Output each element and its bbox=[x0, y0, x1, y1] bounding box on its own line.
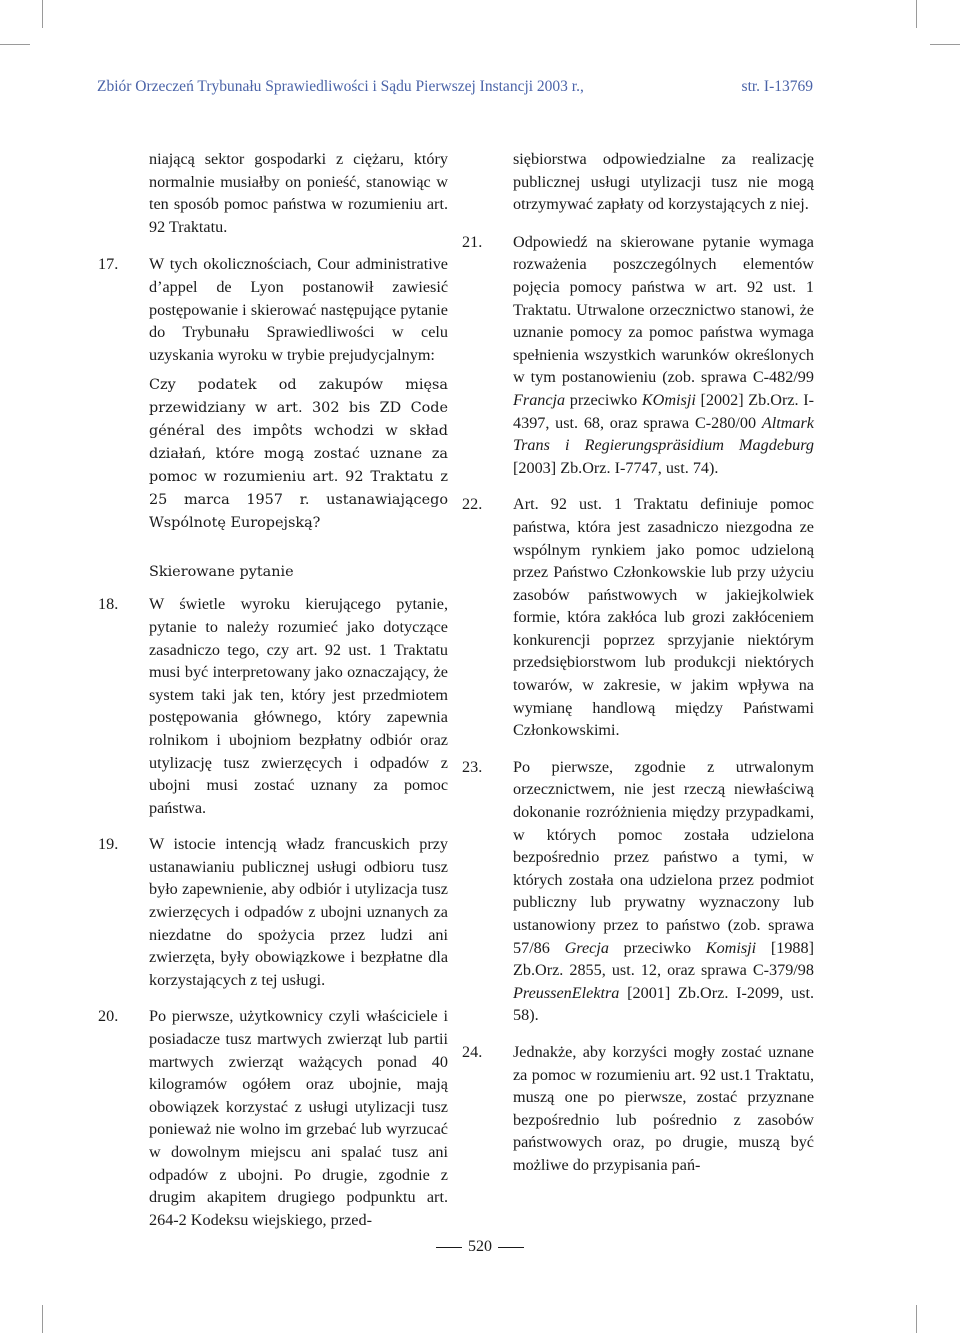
text-run: [1988] Zb.Orz. 2855, ust. 12, oraz sprawa C-379/98 bbox=[513, 938, 814, 980]
left-column bbox=[98, 148, 448, 1245]
paragraph-number: 17. bbox=[98, 255, 119, 274]
paragraph-text: Art. 92 ust. 1 Traktatu definiuje pomoc państwa, która jest zasadniczo niezgodna ze wspólnym rynkiem jako pomoc udzieloną przez Państwo Członkowskie lub przy użyciu zasobów państwowych w jakiejkolwiek formie, która zakłóca lub grozi zakłóceniem konkurencji poprzez sprzyjanie niektórym przedsiębiorstwom lub produkcji niektórych towarów, w zakresie, w jakim wpływa na wymianę handlową między Państwami Członkowskimi. bbox=[513, 495, 814, 740]
paragraph-text bbox=[513, 231, 814, 480]
paragraph-text: Po pierwsze, użytkownicy czyli właściciele i posiadacze tusz martwych zwierząt lub partii martwych zwierząt ważących ponad 40 kilogramów ogółem oraz ubojnie, mają obowiązek korzystać z usługi utylizacji tusz ponieważ nie wolno im grzebać lub wyrzucać w dowolnym miejscu ani spalać tusz ani odpadów z ubojni. Po drugie, zgodnie z drugim akapitem drugiego podpunktu art. 264-2 Kodeksu wiejskiego, przed- bbox=[149, 1007, 448, 1229]
text-run: Po pierwsze, zgodnie z utrwalonym orzecznictwem, nie jest rzeczą niewłaściwą dokonanie rozróżnienia między przypadkami, w których pomoc została udzielona bezpośrednio przez państwo a tymi, w których została ona udzielona przez podmiot publiczny lub prywatny wyznaczony lub ustanowiony przez to państwo (zob. sprawa 57/86 bbox=[513, 757, 814, 957]
paragraph-24 bbox=[462, 1041, 814, 1177]
case-party: KOmisji bbox=[641, 390, 696, 409]
header-page-ref: str. I-13769 bbox=[741, 78, 813, 95]
paragraph-17 bbox=[98, 253, 448, 366]
preliminary-question-quote: Czy podatek od zakupów mięsa przewidziany w art. 302 bis ZD Code général des impôts wchodzi w skład działań, które mogą zostać uznane za pomoc w rozumieniu art. 92 Traktatu z 25 marca 1957 r. ustanawiającego Wspólnotę Europejską? bbox=[149, 377, 448, 532]
right-column bbox=[462, 148, 814, 1191]
text-run: [2002] Zb.Orz. I-4397, ust. 68, oraz sprawa C-280/00 bbox=[513, 390, 815, 432]
header-title: Zbiór Orzeczeń Trybunału Sprawiedliwości i Sądu Pierwszej Instancji 2003 r., bbox=[97, 78, 584, 95]
paragraph-23 bbox=[462, 756, 814, 1027]
paragraph-number: 23. bbox=[462, 757, 483, 776]
footer-dash bbox=[498, 1247, 524, 1248]
section-heading: Skierowane pytanie bbox=[149, 564, 294, 581]
paragraph-number: 21. bbox=[462, 232, 483, 251]
case-party: Komisji bbox=[705, 938, 757, 957]
paragraph-20 bbox=[98, 1005, 448, 1231]
footer-dash bbox=[436, 1247, 462, 1248]
text-run: [2001] Zb.Orz. I-2099, ust. 58). bbox=[513, 983, 814, 1025]
text-run: [2003] Zb.Orz. I-7747, ust. 74). bbox=[513, 458, 719, 477]
text-run: Odpowiedź na skierowane pytanie wymaga rozważenia poszczególnych elementów pojęcia pomocy państwa w art. 92 ust. 1 Traktatu. Utrwalone orzecznictwo stanowi, że uznanie pomocy za pomoc państwa wymaga spełnienia wszystkich warunków określonych w tym postanowieniu (zob. sprawa C-482/99 bbox=[513, 232, 814, 387]
paragraph-text: siębiorstwa odpowiedzialne za realizację publicznej usługi utylizacji tusz nie mogą otrzymywać zapłaty od korzystających z niej. bbox=[513, 150, 814, 214]
page-footer bbox=[0, 1238, 960, 1256]
paragraph-text: niającą sektor gospodarki z ciężaru, który normalnie musiałby on ponieść, stanowiąc w ten sposób pomoc państwa w rozumieniu art. 92 Traktatu. bbox=[149, 150, 448, 236]
paragraph-number: 20. bbox=[98, 1007, 119, 1026]
paragraph-text bbox=[513, 756, 814, 1027]
crop-mark bbox=[0, 44, 30, 45]
crop-mark bbox=[42, 1305, 43, 1333]
page-number: 520 bbox=[468, 1238, 492, 1255]
crop-mark bbox=[916, 0, 917, 28]
paragraph-number: 22. bbox=[462, 495, 483, 514]
text-run: przeciwko bbox=[565, 390, 642, 409]
paragraph-text: Jednakże, aby korzyści mogły zostać uznane za pomoc w rozumieniu art. 92 ust.1 Traktatu, muszą one po pierwsze, zostać przyznane bezpośrednio lub pośrednio z zasobów państwowych oraz, po drugie, muszą być możliwe do przypisania pań- bbox=[513, 1042, 814, 1174]
case-party: Francja bbox=[513, 390, 566, 409]
case-party: PreussenElektra bbox=[513, 983, 620, 1002]
paragraph-number: 24. bbox=[462, 1042, 483, 1061]
crop-mark bbox=[42, 0, 43, 28]
paragraph-22 bbox=[462, 493, 814, 742]
crop-mark bbox=[930, 44, 960, 45]
paragraph-text: W istocie intencją władz francuskich przy ustanawianiu publicznej usługi odbioru tusz było zapewnienie, aby odbiór i utylizacja tusz zwierzęcych i odpadów z ubojni uznanych za niezdatne do spożycia przez ludzi ani zwierzęta, były obowiązkowe i bezpłatne dla korzystających z tej usługi. bbox=[149, 835, 448, 989]
text-run: przeciwko bbox=[608, 938, 706, 957]
paragraph-text: W tych okolicznościach, Cour administrative d’appel de Lyon postanowił zawiesić postępowanie i skierować następujące pytanie do Trybunału Sprawiedliwości w celu uzyskania wyroku w trybie prejudycjalnym: bbox=[149, 255, 448, 364]
case-party: Grecja bbox=[564, 938, 609, 957]
paragraph-number: 18. bbox=[98, 595, 119, 614]
crop-mark bbox=[916, 1305, 917, 1333]
paragraph-number: 19. bbox=[98, 835, 119, 854]
case-party: Altmark Trans i Regierungspräsidium Magdeburg bbox=[513, 413, 814, 455]
continued-paragraph bbox=[462, 148, 814, 216]
paragraph-text: W świetle wyroku kierującego pytanie, pytanie to należy rozumieć jako dotyczące zasadniczo tego, czy art. 92 ust. 1 Traktatu musi być interpretowany jako oznaczający, że system taki jak ten, który jest przedmiotem postępowania głównego, który zapewnia rolnikom i ubojniom bezpłatny odbiór oraz utylizację tusz zwierzęcych i odpadów z ubojni musi zostać uznany za pomoc państwa. bbox=[149, 595, 448, 817]
running-header bbox=[97, 78, 813, 104]
paragraph-21 bbox=[462, 231, 814, 480]
paragraph-19 bbox=[98, 833, 448, 991]
continued-paragraph bbox=[98, 148, 448, 238]
paragraph-18 bbox=[98, 593, 448, 819]
